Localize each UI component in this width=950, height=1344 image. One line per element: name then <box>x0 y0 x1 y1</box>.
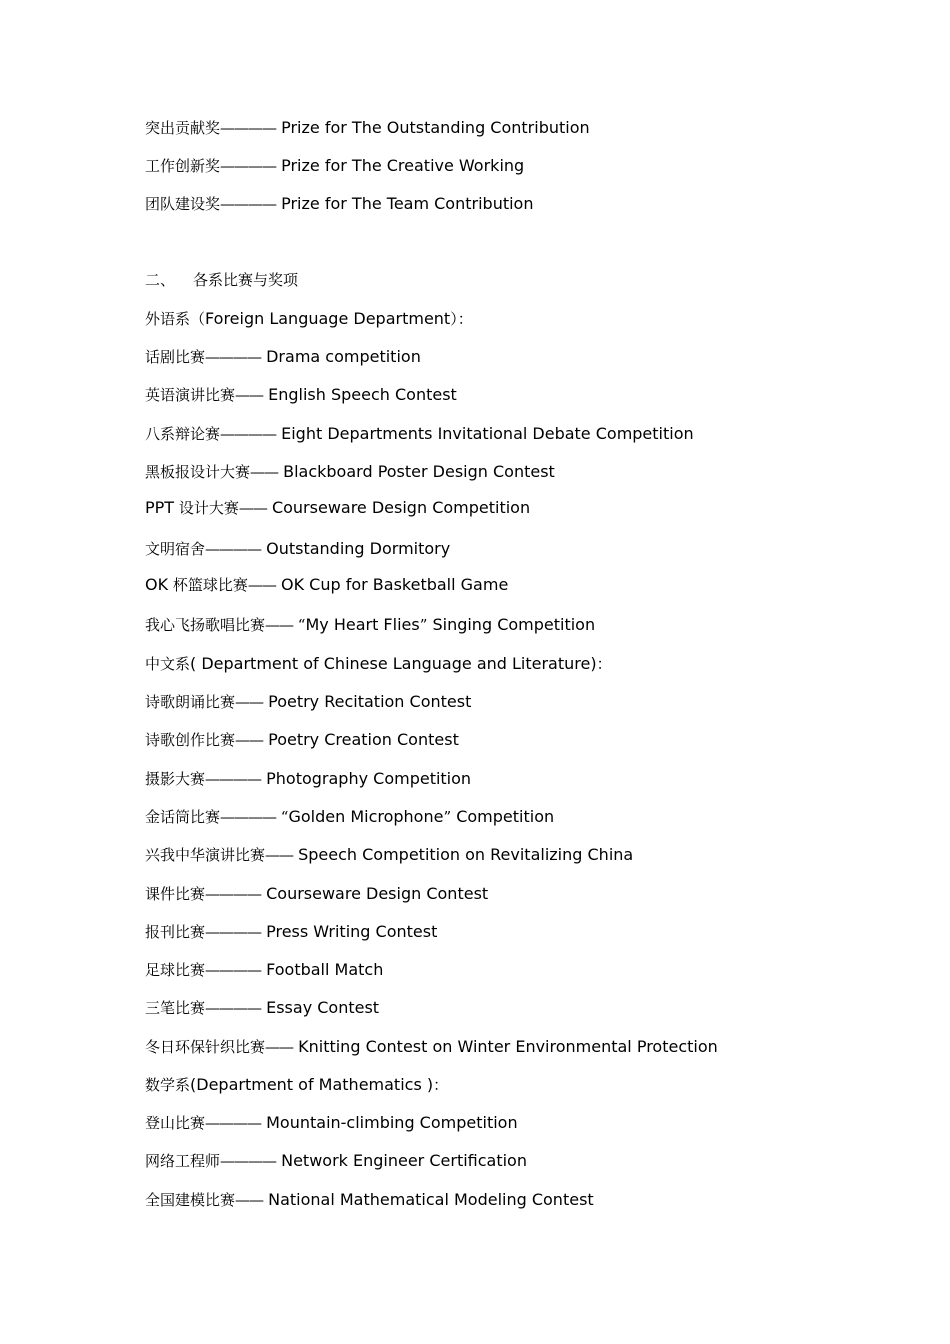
competition-line: 冬日环保针织比赛—— Knitting Contest on Winter Environmental Protection <box>145 1037 718 1056</box>
competition-line: 兴我中华演讲比赛—— Speech Competition on Revitalizing China <box>145 845 634 864</box>
competition-line: 文明宿舍———— Outstanding Dormitory <box>145 539 451 558</box>
competition-line: 英语演讲比赛—— English Speech Contest <box>145 385 457 404</box>
competition-line: 全国建模比赛—— National Mathematical Modeling Contest <box>145 1190 594 1209</box>
competition-line: 网络工程师———— Network Engineer Certification <box>145 1151 527 1170</box>
competition-line: 我心飞扬歌唱比赛—— “My Heart Flies” Singing Competition <box>145 615 596 634</box>
prize-line: 团队建设奖———— Prize for The Team Contribution <box>145 194 534 213</box>
department-header-math: 数学系(Department of Mathematics )： <box>145 1075 449 1094</box>
competition-line: OK 杯篮球比赛—— OK Cup for Basketball Game <box>145 575 509 594</box>
competition-line: 三笔比赛———— Essay Contest <box>145 998 380 1017</box>
prize-line: 工作创新奖———— Prize for The Creative Working <box>145 156 525 175</box>
competition-line: 诗歌朗诵比赛—— Poetry Recitation Contest <box>145 692 472 711</box>
competition-line: PPT 设计大赛—— Courseware Design Competition <box>145 498 531 517</box>
competition-line: 报刊比赛———— Press Writing Contest <box>145 922 438 941</box>
section-heading: 二、 各系比赛与奖项 <box>145 271 299 289</box>
competition-line: 登山比赛———— Mountain-climbing Competition <box>145 1113 518 1132</box>
prize-line: 突出贡献奖———— Prize for The Outstanding Contribution <box>145 118 590 137</box>
department-header-foreign: 外语系（Foreign Language Department）： <box>145 309 473 328</box>
competition-line: 摄影大赛———— Photography Competition <box>145 769 472 788</box>
competition-line: 八系辩论赛———— Eight Departments Invitational Debate Competition <box>145 424 694 443</box>
competition-line: 足球比赛———— Football Match <box>145 960 384 979</box>
competition-line: 金话筒比赛———— “Golden Microphone” Competition <box>145 807 555 826</box>
competition-line: 话剧比赛———— Drama competition <box>145 347 421 366</box>
department-header-chinese: 中文系( Department of Chinese Language and Literature)： <box>145 654 612 673</box>
competition-line: 课件比赛———— Courseware Design Contest <box>145 884 489 903</box>
competition-line: 诗歌创作比赛—— Poetry Creation Contest <box>145 730 459 749</box>
competition-line: 黑板报设计大赛—— Blackboard Poster Design Contest <box>145 462 555 481</box>
